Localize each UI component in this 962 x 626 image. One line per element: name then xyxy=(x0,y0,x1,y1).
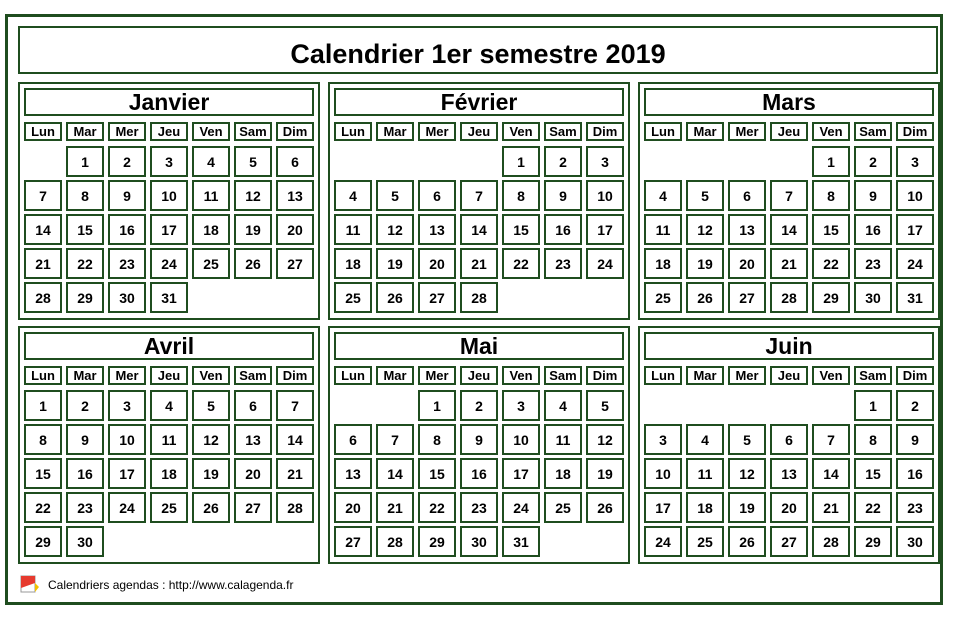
day-cell: 12 xyxy=(728,458,766,489)
day-cell: 2 xyxy=(544,146,582,177)
day-cell: 6 xyxy=(334,424,372,455)
day-cell: 30 xyxy=(108,282,146,313)
day-cell: 3 xyxy=(150,146,188,177)
day-cell: 1 xyxy=(66,146,104,177)
day-cell: 17 xyxy=(586,214,624,245)
day-cell: 3 xyxy=(644,424,682,455)
calendar-logo-icon xyxy=(20,574,40,596)
day-cell: 3 xyxy=(108,390,146,421)
weekday-header: Dim xyxy=(276,366,314,385)
day-cell: 17 xyxy=(896,214,934,245)
weekday-header: Mer xyxy=(418,366,456,385)
day-cell: 27 xyxy=(234,492,272,523)
day-cell: 11 xyxy=(544,424,582,455)
day-cell: 12 xyxy=(686,214,724,245)
day-cell: 19 xyxy=(586,458,624,489)
day-cell: 23 xyxy=(544,248,582,279)
day-cell: 19 xyxy=(728,492,766,523)
day-cell: 10 xyxy=(502,424,540,455)
day-cell: 12 xyxy=(192,424,230,455)
day-cell: 16 xyxy=(544,214,582,245)
day-cell: 2 xyxy=(896,390,934,421)
weekday-header: Sam xyxy=(234,122,272,141)
weekday-header: Dim xyxy=(896,366,934,385)
weekday-header: Jeu xyxy=(770,366,808,385)
day-cell: 24 xyxy=(586,248,624,279)
day-cell: 22 xyxy=(812,248,850,279)
day-cell: 2 xyxy=(460,390,498,421)
day-cell: 23 xyxy=(460,492,498,523)
weekday-header: Ven xyxy=(502,366,540,385)
day-cell: 24 xyxy=(502,492,540,523)
weekday-header: Ven xyxy=(192,366,230,385)
weekday-header: Ven xyxy=(812,122,850,141)
month-name: Mars xyxy=(644,88,934,116)
day-cell: 17 xyxy=(150,214,188,245)
day-cell: 15 xyxy=(854,458,892,489)
day-cell: 11 xyxy=(686,458,724,489)
day-cell: 20 xyxy=(418,248,456,279)
day-cell: 8 xyxy=(854,424,892,455)
footer-link-text[interactable]: Calendriers agendas : http://www.calagenda.fr xyxy=(48,578,294,592)
day-cell: 9 xyxy=(896,424,934,455)
day-cell: 8 xyxy=(812,180,850,211)
day-cell: 28 xyxy=(812,526,850,557)
weekday-header: Sam xyxy=(854,122,892,141)
weekday-header: Lun xyxy=(24,366,62,385)
month-name: Juin xyxy=(644,332,934,360)
day-cell: 7 xyxy=(276,390,314,421)
day-cell: 14 xyxy=(812,458,850,489)
day-cell: 31 xyxy=(150,282,188,313)
day-cell: 4 xyxy=(544,390,582,421)
day-cell: 23 xyxy=(66,492,104,523)
weekday-header: Mer xyxy=(108,122,146,141)
day-cell: 10 xyxy=(150,180,188,211)
day-cell: 10 xyxy=(108,424,146,455)
day-cell: 2 xyxy=(108,146,146,177)
month-block xyxy=(18,82,320,320)
day-cell: 8 xyxy=(418,424,456,455)
day-cell: 4 xyxy=(644,180,682,211)
month-name: Avril xyxy=(24,332,314,360)
day-cell: 15 xyxy=(502,214,540,245)
day-cell: 18 xyxy=(150,458,188,489)
day-cell: 6 xyxy=(276,146,314,177)
weekday-header: Mar xyxy=(376,122,414,141)
day-cell: 24 xyxy=(150,248,188,279)
weekday-header: Jeu xyxy=(150,366,188,385)
day-cell: 4 xyxy=(192,146,230,177)
weekday-header: Mar xyxy=(66,122,104,141)
day-cell: 26 xyxy=(728,526,766,557)
weekday-header: Jeu xyxy=(460,366,498,385)
month-name: Janvier xyxy=(24,88,314,116)
day-cell: 16 xyxy=(108,214,146,245)
day-cell: 13 xyxy=(234,424,272,455)
day-cell: 28 xyxy=(770,282,808,313)
footer xyxy=(20,574,293,596)
weekday-header: Lun xyxy=(24,122,62,141)
weekday-header: Jeu xyxy=(770,122,808,141)
day-cell: 25 xyxy=(644,282,682,313)
weekday-header: Ven xyxy=(812,366,850,385)
day-cell: 29 xyxy=(812,282,850,313)
day-cell: 19 xyxy=(376,248,414,279)
weekday-header: Mar xyxy=(376,366,414,385)
day-cell: 7 xyxy=(812,424,850,455)
day-cell: 18 xyxy=(644,248,682,279)
day-cell: 20 xyxy=(276,214,314,245)
day-cell: 7 xyxy=(460,180,498,211)
weekday-header: Jeu xyxy=(460,122,498,141)
day-cell: 4 xyxy=(334,180,372,211)
day-cell: 11 xyxy=(192,180,230,211)
month-block xyxy=(638,82,940,320)
day-cell: 5 xyxy=(234,146,272,177)
day-cell: 26 xyxy=(234,248,272,279)
day-cell: 14 xyxy=(460,214,498,245)
weekday-header: Lun xyxy=(644,122,682,141)
day-cell: 29 xyxy=(854,526,892,557)
weekday-header: Jeu xyxy=(150,122,188,141)
weekday-header: Mar xyxy=(686,366,724,385)
weekday-header: Dim xyxy=(586,122,624,141)
weekday-header: Sam xyxy=(854,366,892,385)
day-cell: 1 xyxy=(854,390,892,421)
day-cell: 23 xyxy=(108,248,146,279)
day-cell: 12 xyxy=(234,180,272,211)
day-cell: 20 xyxy=(728,248,766,279)
day-cell: 15 xyxy=(812,214,850,245)
day-cell: 5 xyxy=(376,180,414,211)
day-cell: 10 xyxy=(644,458,682,489)
day-cell: 20 xyxy=(334,492,372,523)
day-cell: 28 xyxy=(376,526,414,557)
day-cell: 29 xyxy=(24,526,62,557)
day-cell: 26 xyxy=(686,282,724,313)
day-cell: 24 xyxy=(644,526,682,557)
day-cell: 5 xyxy=(586,390,624,421)
day-cell: 12 xyxy=(376,214,414,245)
month-name: Février xyxy=(334,88,624,116)
weekday-header: Dim xyxy=(586,366,624,385)
weekday-header: Dim xyxy=(896,122,934,141)
day-cell: 19 xyxy=(234,214,272,245)
day-cell: 26 xyxy=(376,282,414,313)
day-cell: 27 xyxy=(728,282,766,313)
day-cell: 27 xyxy=(770,526,808,557)
weekday-header: Lun xyxy=(644,366,682,385)
day-cell: 1 xyxy=(24,390,62,421)
day-cell: 20 xyxy=(770,492,808,523)
day-cell: 9 xyxy=(108,180,146,211)
day-cell: 16 xyxy=(460,458,498,489)
day-cell: 14 xyxy=(276,424,314,455)
day-cell: 8 xyxy=(502,180,540,211)
day-cell: 13 xyxy=(334,458,372,489)
day-cell: 17 xyxy=(108,458,146,489)
day-cell: 16 xyxy=(854,214,892,245)
day-cell: 28 xyxy=(24,282,62,313)
day-cell: 18 xyxy=(686,492,724,523)
day-cell: 9 xyxy=(460,424,498,455)
day-cell: 5 xyxy=(192,390,230,421)
day-cell: 27 xyxy=(334,526,372,557)
day-cell: 6 xyxy=(418,180,456,211)
day-cell: 1 xyxy=(502,146,540,177)
day-cell: 14 xyxy=(376,458,414,489)
day-cell: 4 xyxy=(150,390,188,421)
day-cell: 9 xyxy=(66,424,104,455)
day-cell: 21 xyxy=(376,492,414,523)
day-cell: 15 xyxy=(24,458,62,489)
weekday-header: Sam xyxy=(234,366,272,385)
day-cell: 25 xyxy=(686,526,724,557)
day-cell: 19 xyxy=(686,248,724,279)
day-cell: 25 xyxy=(334,282,372,313)
day-cell: 14 xyxy=(24,214,62,245)
day-cell: 18 xyxy=(334,248,372,279)
day-cell: 11 xyxy=(334,214,372,245)
weekday-header: Lun xyxy=(334,366,372,385)
weekday-header: Ven xyxy=(192,122,230,141)
day-cell: 11 xyxy=(644,214,682,245)
day-cell: 28 xyxy=(276,492,314,523)
day-cell: 30 xyxy=(854,282,892,313)
month-name: Mai xyxy=(334,332,624,360)
day-cell: 14 xyxy=(770,214,808,245)
day-cell: 1 xyxy=(418,390,456,421)
weekday-header: Mar xyxy=(66,366,104,385)
day-cell: 28 xyxy=(460,282,498,313)
day-cell: 18 xyxy=(192,214,230,245)
day-cell: 4 xyxy=(686,424,724,455)
day-cell: 17 xyxy=(502,458,540,489)
day-cell: 7 xyxy=(376,424,414,455)
day-cell: 31 xyxy=(502,526,540,557)
day-cell: 5 xyxy=(728,424,766,455)
day-cell: 22 xyxy=(502,248,540,279)
day-cell: 9 xyxy=(544,180,582,211)
day-cell: 8 xyxy=(66,180,104,211)
weekday-header: Mer xyxy=(728,122,766,141)
day-cell: 3 xyxy=(502,390,540,421)
day-cell: 16 xyxy=(896,458,934,489)
day-cell: 15 xyxy=(66,214,104,245)
day-cell: 21 xyxy=(770,248,808,279)
day-cell: 19 xyxy=(192,458,230,489)
weekday-header: Mer xyxy=(728,366,766,385)
weekday-header: Sam xyxy=(544,122,582,141)
weekday-header: Mer xyxy=(418,122,456,141)
page-title: Calendrier 1er semestre 2019 xyxy=(18,26,938,74)
day-cell: 12 xyxy=(586,424,624,455)
day-cell: 30 xyxy=(896,526,934,557)
day-cell: 29 xyxy=(418,526,456,557)
day-cell: 24 xyxy=(896,248,934,279)
day-cell: 9 xyxy=(854,180,892,211)
day-cell: 21 xyxy=(276,458,314,489)
day-cell: 20 xyxy=(234,458,272,489)
day-cell: 13 xyxy=(770,458,808,489)
day-cell: 15 xyxy=(418,458,456,489)
weekday-header: Mer xyxy=(108,366,146,385)
day-cell: 2 xyxy=(66,390,104,421)
day-cell: 10 xyxy=(586,180,624,211)
day-cell: 29 xyxy=(66,282,104,313)
day-cell: 26 xyxy=(192,492,230,523)
day-cell: 6 xyxy=(728,180,766,211)
day-cell: 16 xyxy=(66,458,104,489)
day-cell: 22 xyxy=(66,248,104,279)
day-cell: 22 xyxy=(418,492,456,523)
day-cell: 25 xyxy=(544,492,582,523)
day-cell: 24 xyxy=(108,492,146,523)
day-cell: 11 xyxy=(150,424,188,455)
day-cell: 22 xyxy=(24,492,62,523)
day-cell: 25 xyxy=(150,492,188,523)
day-cell: 27 xyxy=(276,248,314,279)
day-cell: 6 xyxy=(770,424,808,455)
day-cell: 13 xyxy=(276,180,314,211)
day-cell: 21 xyxy=(24,248,62,279)
day-cell: 31 xyxy=(896,282,934,313)
day-cell: 1 xyxy=(812,146,850,177)
day-cell: 23 xyxy=(896,492,934,523)
day-cell: 6 xyxy=(234,390,272,421)
weekday-header: Sam xyxy=(544,366,582,385)
day-cell: 25 xyxy=(192,248,230,279)
day-cell: 7 xyxy=(770,180,808,211)
day-cell: 22 xyxy=(854,492,892,523)
day-cell: 10 xyxy=(896,180,934,211)
day-cell: 21 xyxy=(460,248,498,279)
day-cell: 13 xyxy=(418,214,456,245)
weekday-header: Mar xyxy=(686,122,724,141)
day-cell: 30 xyxy=(66,526,104,557)
day-cell: 3 xyxy=(896,146,934,177)
day-cell: 8 xyxy=(24,424,62,455)
weekday-header: Lun xyxy=(334,122,372,141)
day-cell: 7 xyxy=(24,180,62,211)
month-block xyxy=(328,326,630,564)
day-cell: 2 xyxy=(854,146,892,177)
weekday-header: Ven xyxy=(502,122,540,141)
day-cell: 30 xyxy=(460,526,498,557)
month-block xyxy=(328,82,630,320)
day-cell: 23 xyxy=(854,248,892,279)
month-block xyxy=(18,326,320,564)
day-cell: 13 xyxy=(728,214,766,245)
day-cell: 18 xyxy=(544,458,582,489)
day-cell: 3 xyxy=(586,146,624,177)
day-cell: 17 xyxy=(644,492,682,523)
day-cell: 27 xyxy=(418,282,456,313)
weekday-header: Dim xyxy=(276,122,314,141)
day-cell: 21 xyxy=(812,492,850,523)
day-cell: 5 xyxy=(686,180,724,211)
day-cell: 26 xyxy=(586,492,624,523)
month-block xyxy=(638,326,940,564)
